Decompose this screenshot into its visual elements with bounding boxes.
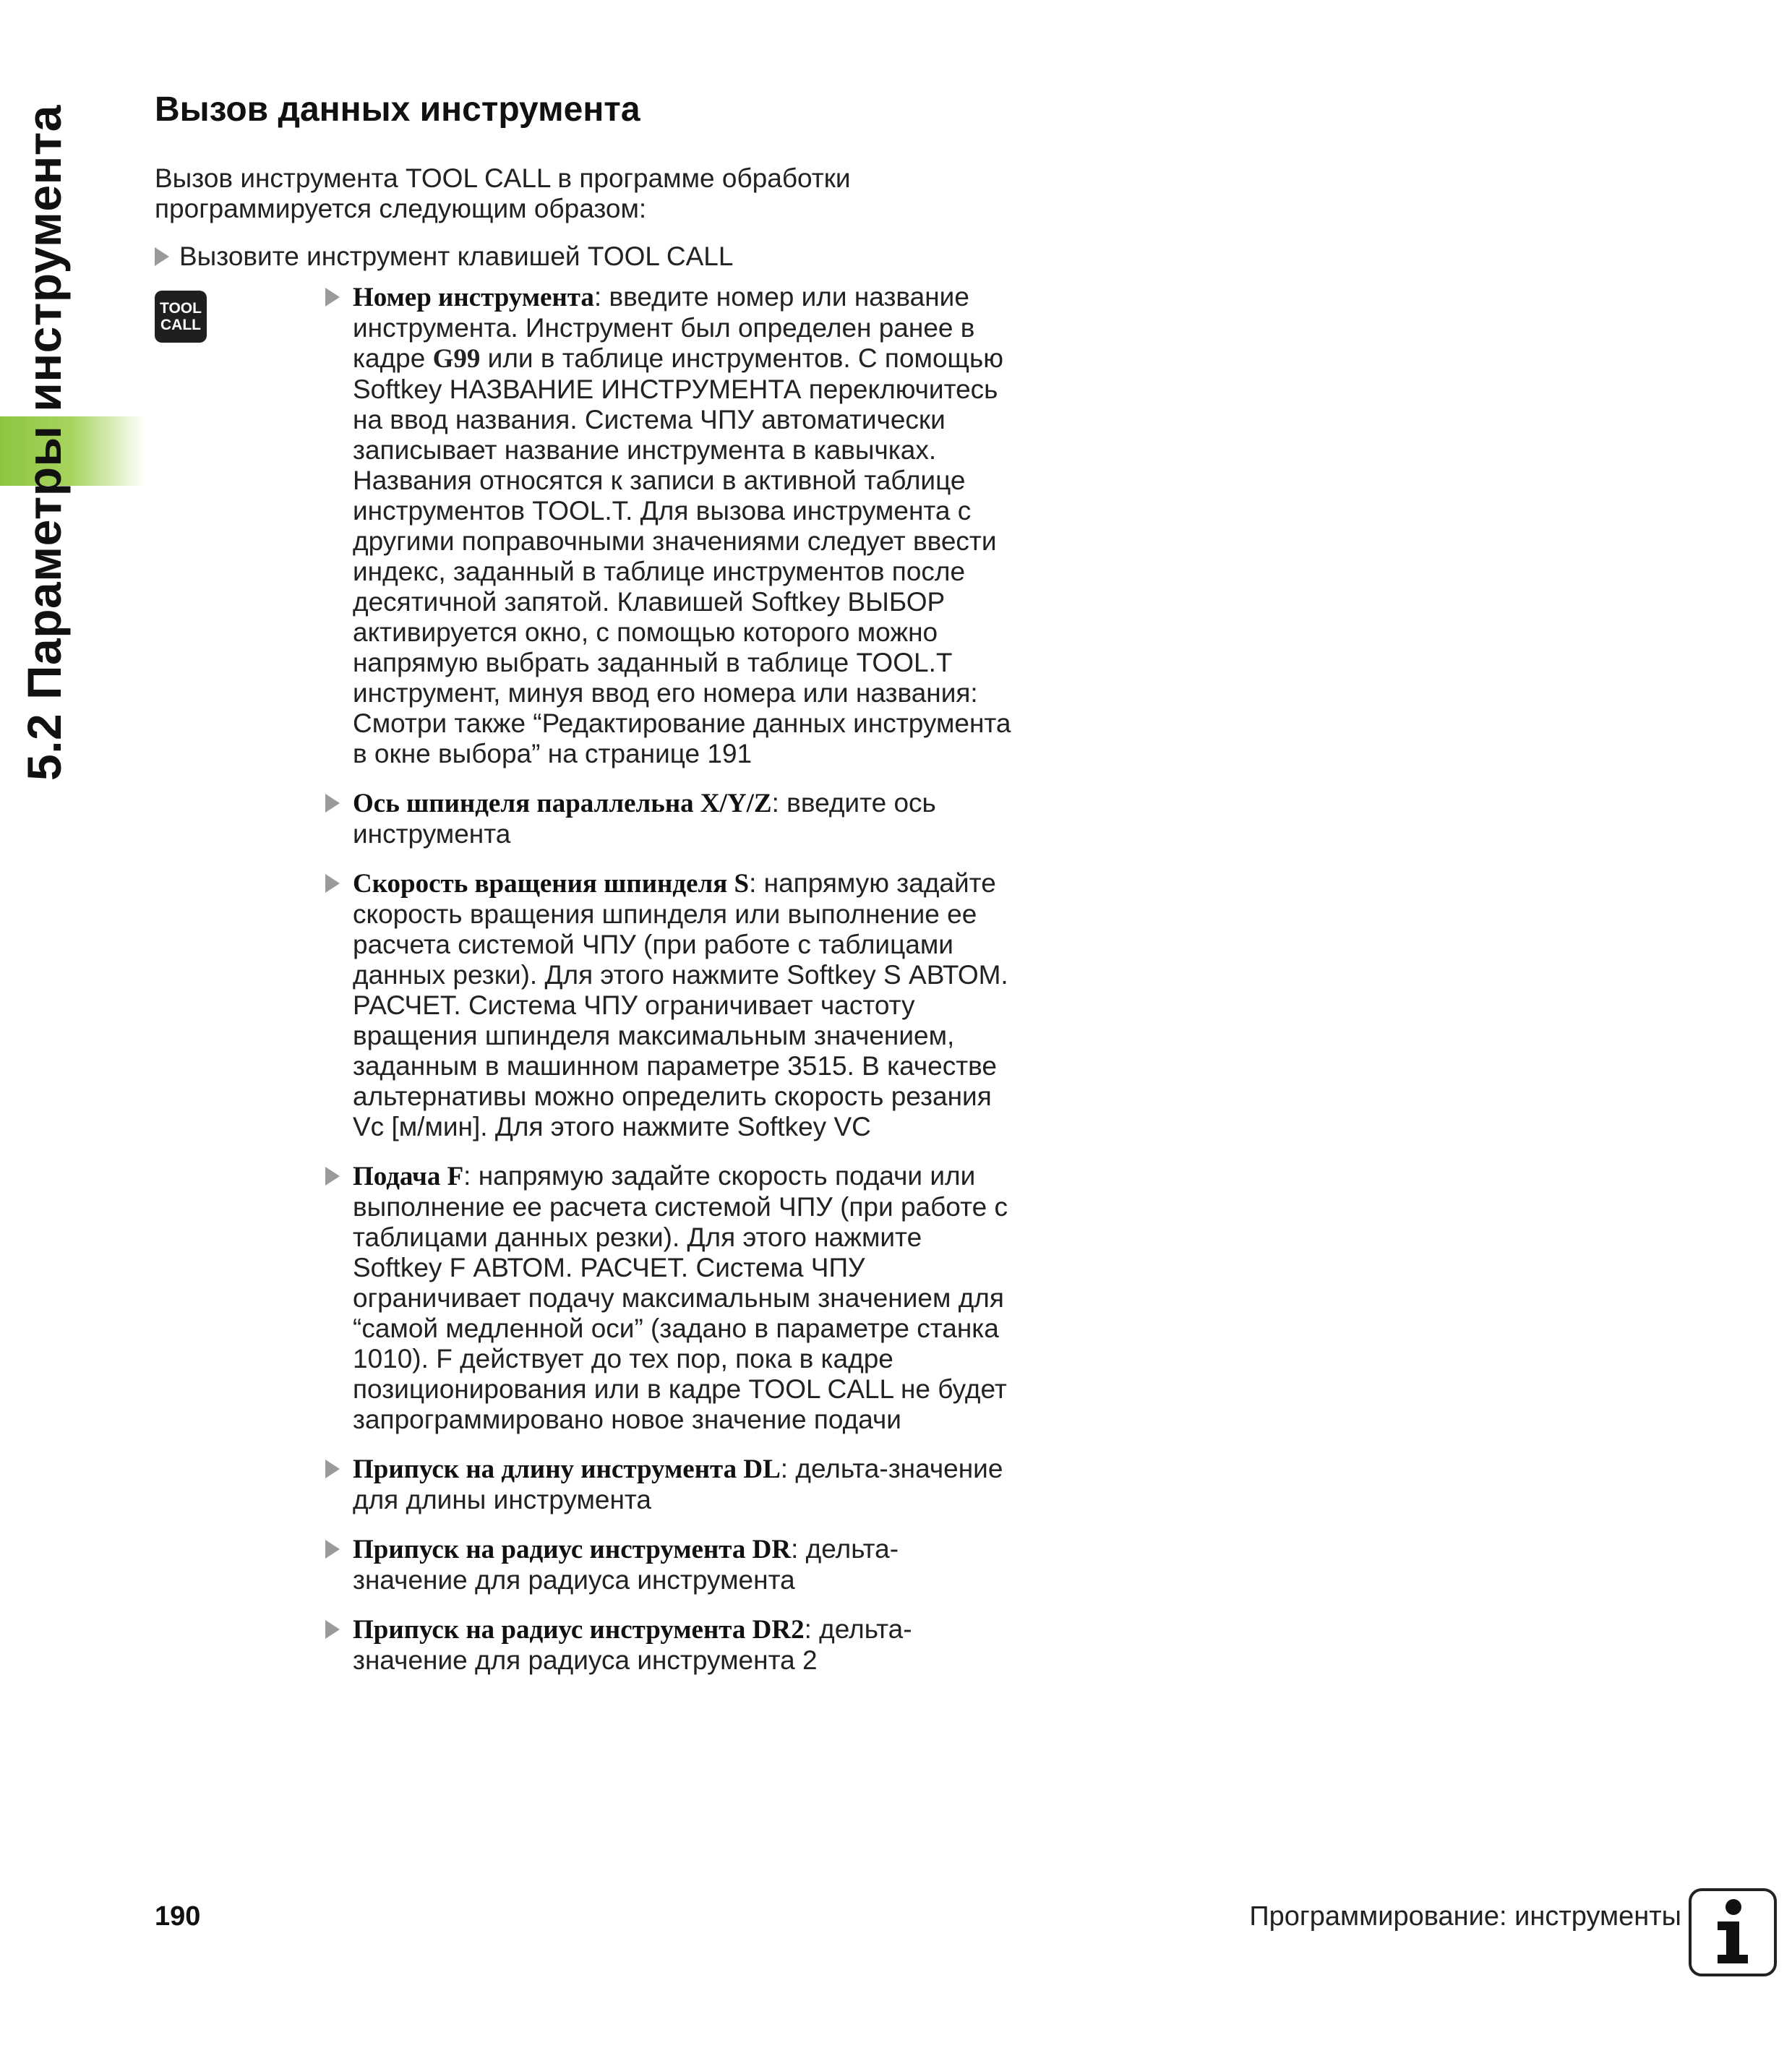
key-label-line1: TOOL [160,300,202,317]
entry-term: Номер инструмента [353,283,594,312]
entry-delta-length [325,1454,1012,1515]
entry-term: Припуск на радиус инструмента DR [353,1535,792,1564]
page-number: 190 [155,1901,201,1932]
entry-text: : введите ось инструмента [353,788,936,849]
entry-term: Скорость вращения шпинделя S [353,869,750,899]
entry-term: Припуск на радиус инструмента DR2 [353,1615,805,1645]
entry-text: : дельта-значение для радиуса инструмента 2 [353,1614,912,1675]
arrow-bullet-icon [325,288,340,307]
instruction-step-text: Вызовите инструмент клавишей TOOL CALL [179,241,734,271]
page-heading: Вызов данных инструмента [155,90,640,129]
arrow-bullet-icon [325,1460,340,1478]
entry-feed-rate [325,1161,1012,1435]
entry-spindle-axis [325,788,1012,849]
entry-delta-radius-2 [325,1614,1012,1676]
entry-delta-radius [325,1534,1012,1595]
arrow-bullet-icon [325,1167,340,1186]
tool-call-key-icon [155,291,207,343]
intro-paragraph: Вызов инструмента TOOL CALL в программе обработки программируется следующим образом: [155,163,851,223]
entry-term: Припуск на длину инструмента DL [353,1454,781,1484]
entry-text: : напрямую задайте скорость вращения шпинделя или выполнение ее расчета системой ЧПУ (при работе с таблицами данных резки). Для этого нажмите Softkey S АВТОМ. РАСЧЕТ. Система ЧПУ ограничивает частоту вращения шпинделя максимальным значением, заданным в машинном параметре 3515. В качестве альтернативы можно определить скорость резания Vc [м/мин]. Для этого нажмите Softkey VC [353,868,1008,1141]
entry-code: G99 [432,344,481,374]
arrow-bullet-icon [325,1620,340,1639]
arrow-bullet-icon [325,794,340,813]
arrow-bullet-icon [325,874,340,893]
entry-text: : дельта-значение для длины инструмента [353,1454,1003,1514]
arrow-bullet-icon [155,247,169,266]
entry-spindle-speed [325,868,1012,1142]
chapter-side-title: 5.2 Параметры инструмента [17,105,71,781]
arrow-bullet-icon [325,1540,340,1559]
entry-term: Ось шпинделя параллельна X/Y/Z [353,789,772,818]
entry-tool-number [325,282,1012,769]
info-glyph-icon [1692,1891,1774,1974]
entry-text: : введите номер или название инструмента. Инструмент был определен ранее в кадре [353,282,975,373]
entry-text: или в таблице инструментов. С помощью Softkey НАЗВАНИЕ ИНСТРУМЕНТА переключитесь на ввод названия. Система ЧПУ автоматически записывает название инструмента в кавычках. Названия относятся к записи в активной таблице инструментов TOOL.T. Для вызова инструмента с другими поправочными значениями следует ввести индекс, заданный в таблице инструментов после десятичной запятой. Клавишей Softkey ВЫБОР активируется окно, с помощью которого можно напрямую выбрать заданный в таблице TOOL.T инструмент, минуя ввод его номера или названия: Смотри также “Редактирование данных инструмента в окне выбора” на странице 191 [353,343,1011,768]
footer-chapter-title: Программирование: инструменты [1249,1901,1681,1932]
info-icon [1689,1888,1777,1976]
parameter-list [325,282,1012,1694]
entry-term: Подача F [353,1162,464,1191]
instruction-step [155,241,733,272]
key-label-line2: CALL [160,317,201,333]
entry-text: : дельта-значение для радиуса инструмента [353,1534,899,1595]
entry-text: : напрямую задайте скорость подачи или выполнение ее расчета системой ЧПУ (при работе с таблицами данных резки). Для этого нажмите Softkey F АВТОМ. РАСЧЕТ. Система ЧПУ ограничивает подачу максимальным значением для “самой медленной оси” (задано в параметре станка 1010). F действует до тех пор, пока в кадре позиционирования или в кадре TOOL CALL не будет запрограммировано новое значение подачи [353,1161,1008,1434]
